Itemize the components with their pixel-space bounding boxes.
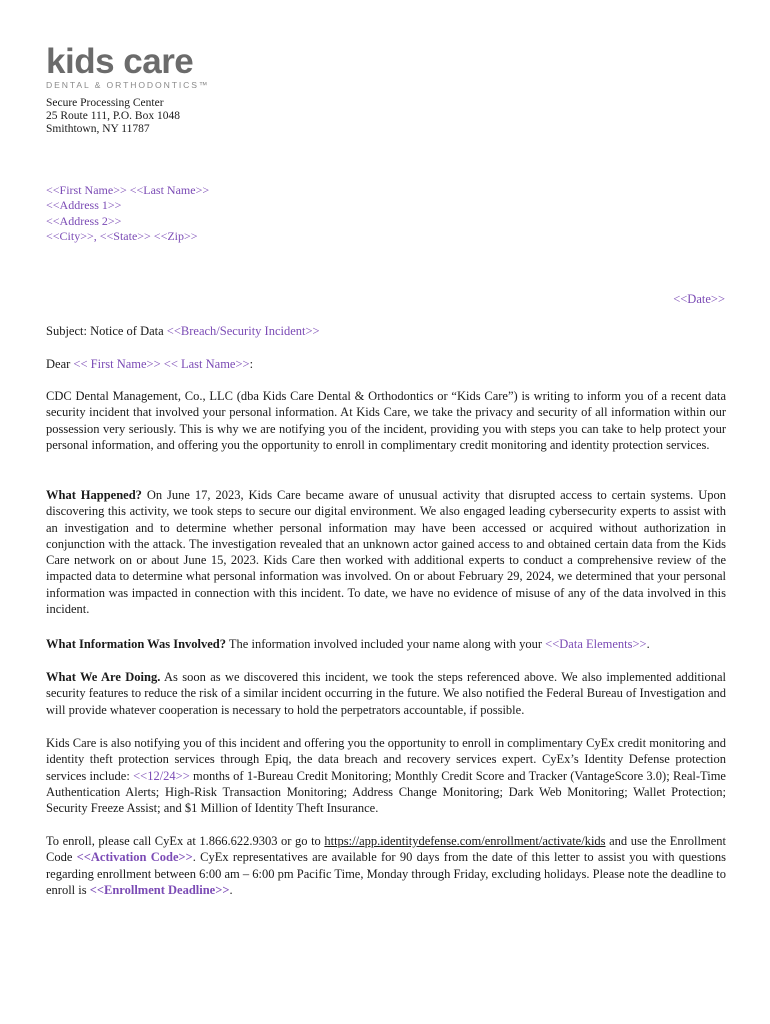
notification-text-after: months of 1-Bureau Credit Monitoring; Monthly Credit Score and Tracker (VantageScore 3.0); Real-Time Authentication Alerts; High-Risk Transaction Monitoring; Address Change Monitoring; Dark Web Monitoring; Wallet Protection; Security Freeze Assist; and $1 Million of Identity Theft Insurance. (46, 768, 726, 816)
logo-tagline-text: DENTAL & ORTHODONTICS (46, 80, 199, 90)
what-happened-paragraph (46, 487, 726, 617)
letter-date: <<Date>> (673, 292, 725, 306)
what-information-text: The information involved included your name along with your (226, 637, 546, 651)
logo-wordmark: kids care (46, 42, 194, 81)
return-address-line-3: Smithtown, NY 11787 (46, 123, 150, 135)
kids-care-logo (46, 44, 209, 90)
data-elements-placeholder: <<Data Elements>> (545, 637, 647, 651)
greeting-suffix: : (249, 357, 254, 371)
recipient-name: <<First Name>> <<Last Name>> (46, 183, 210, 197)
return-address-line-2: 25 Route 111, P.O. Box 1048 (46, 110, 180, 122)
what-we-are-doing-text: As soon as we discovered this incident, we took the steps referenced above. We also implemented additional security features to reduce the risk of a similar incident occurring in the future. We also notified the Federal Bureau of Investigation and will provide whatever cooperation is necessary to hold the perpetrators accountable, if possible. (46, 670, 726, 717)
greeting (46, 356, 726, 372)
recipient-city-state-zip: <<City>>, <<State>> <<Zip>> (46, 228, 198, 243)
subject-prefix: Subject: Notice of Data (46, 324, 167, 338)
notification-paragraph (46, 735, 726, 816)
subject-placeholder: <<Breach/Security Incident>> (166, 324, 320, 338)
enrollment-paragraph (46, 833, 726, 898)
subject-line (46, 323, 726, 339)
recipient-address (46, 183, 209, 244)
greeting-name-placeholder: << First Name>> << Last Name>> (73, 357, 250, 371)
enrollment-deadline-placeholder: <<Enrollment Deadline>> (89, 882, 230, 897)
intro-paragraph: CDC Dental Management, Co., LLC (dba Kids Care Dental & Orthodontics or “Kids Care”) is writing to inform you of a recent data security incident that involved your personal information. At Kids Care, we take the privacy and security of all information within our possession very seriously. This is why we are notifying you of the incident, providing you with steps you can take to help protect your personal information, and offering you the opportunity to enroll in complimentary credit monitoring and identity protection services. (46, 389, 726, 452)
greeting-prefix: Dear (46, 357, 74, 371)
return-address-line-1: Secure Processing Center (46, 97, 164, 109)
what-we-are-doing-paragraph (46, 669, 726, 718)
what-we-are-doing-heading: What We Are Doing. (46, 670, 161, 684)
notification-text-before: Kids Care is also notifying you of this incident and offering you the opportunity to enroll in complimentary CyEx credit monitoring and identity theft protection services through Epiq, the data breach and recovery services expert. CyEx’s Identity Defense protection services include: (46, 736, 726, 783)
activation-code-placeholder: <<Activation Code>> (76, 850, 193, 865)
what-happened-text: On June 17, 2023, Kids Care became aware of unusual activity that disrupted access to certain systems. Upon discovering this activity, we took steps to secure our digital environment. We also engaged leading cybersecurity experts to assist with an investigation and to determine whether personal information may have been accessed or acquired without authorization in conjunction with the attack. The investigation revealed that an unknown actor gained access to and obtained certain data from the Kids Care network on or about June 15, 2023. Kids Care then worked with additional experts to conduct a comprehensive review of the impacted data to determine what personal information was involved. On or about February 29, 2024, we determined that your personal information was impacted in connection with this incident. To date, we have no evidence of misuse of any of the data involved in this incident. (46, 488, 726, 617)
logo-tagline (46, 80, 209, 90)
recipient-address-2: <<Address 2>> (46, 213, 122, 228)
logo-trademark: ™ (198, 80, 210, 90)
what-information-heading: What Information Was Involved? (46, 637, 227, 651)
what-information-suffix: . (646, 637, 650, 651)
recipient-address-1: <<Address 1>> (46, 198, 122, 213)
enroll-text-1: To enroll, please call CyEx at 1.866.622.9303 or go to (46, 834, 325, 848)
enrollment-link[interactable]: https://app.identitydefense.com/enrollment/activate/kids (324, 834, 606, 848)
what-information-paragraph (46, 636, 726, 652)
return-address (46, 97, 180, 136)
months-placeholder: <<12/24>> (133, 768, 190, 783)
what-happened-heading: What Happened? (46, 488, 142, 502)
enroll-text-2: and use the Enrollment Code (46, 834, 726, 865)
enroll-text-4: . (229, 882, 233, 897)
enroll-text-3: . CyEx representatives are available for 90 days from the date of this letter to assist you with questions regarding enrollment between 6:00 am – 6:00 pm Pacific Time, Monday through Friday, excluding holidays. Please note the deadline to enroll is (46, 850, 726, 897)
